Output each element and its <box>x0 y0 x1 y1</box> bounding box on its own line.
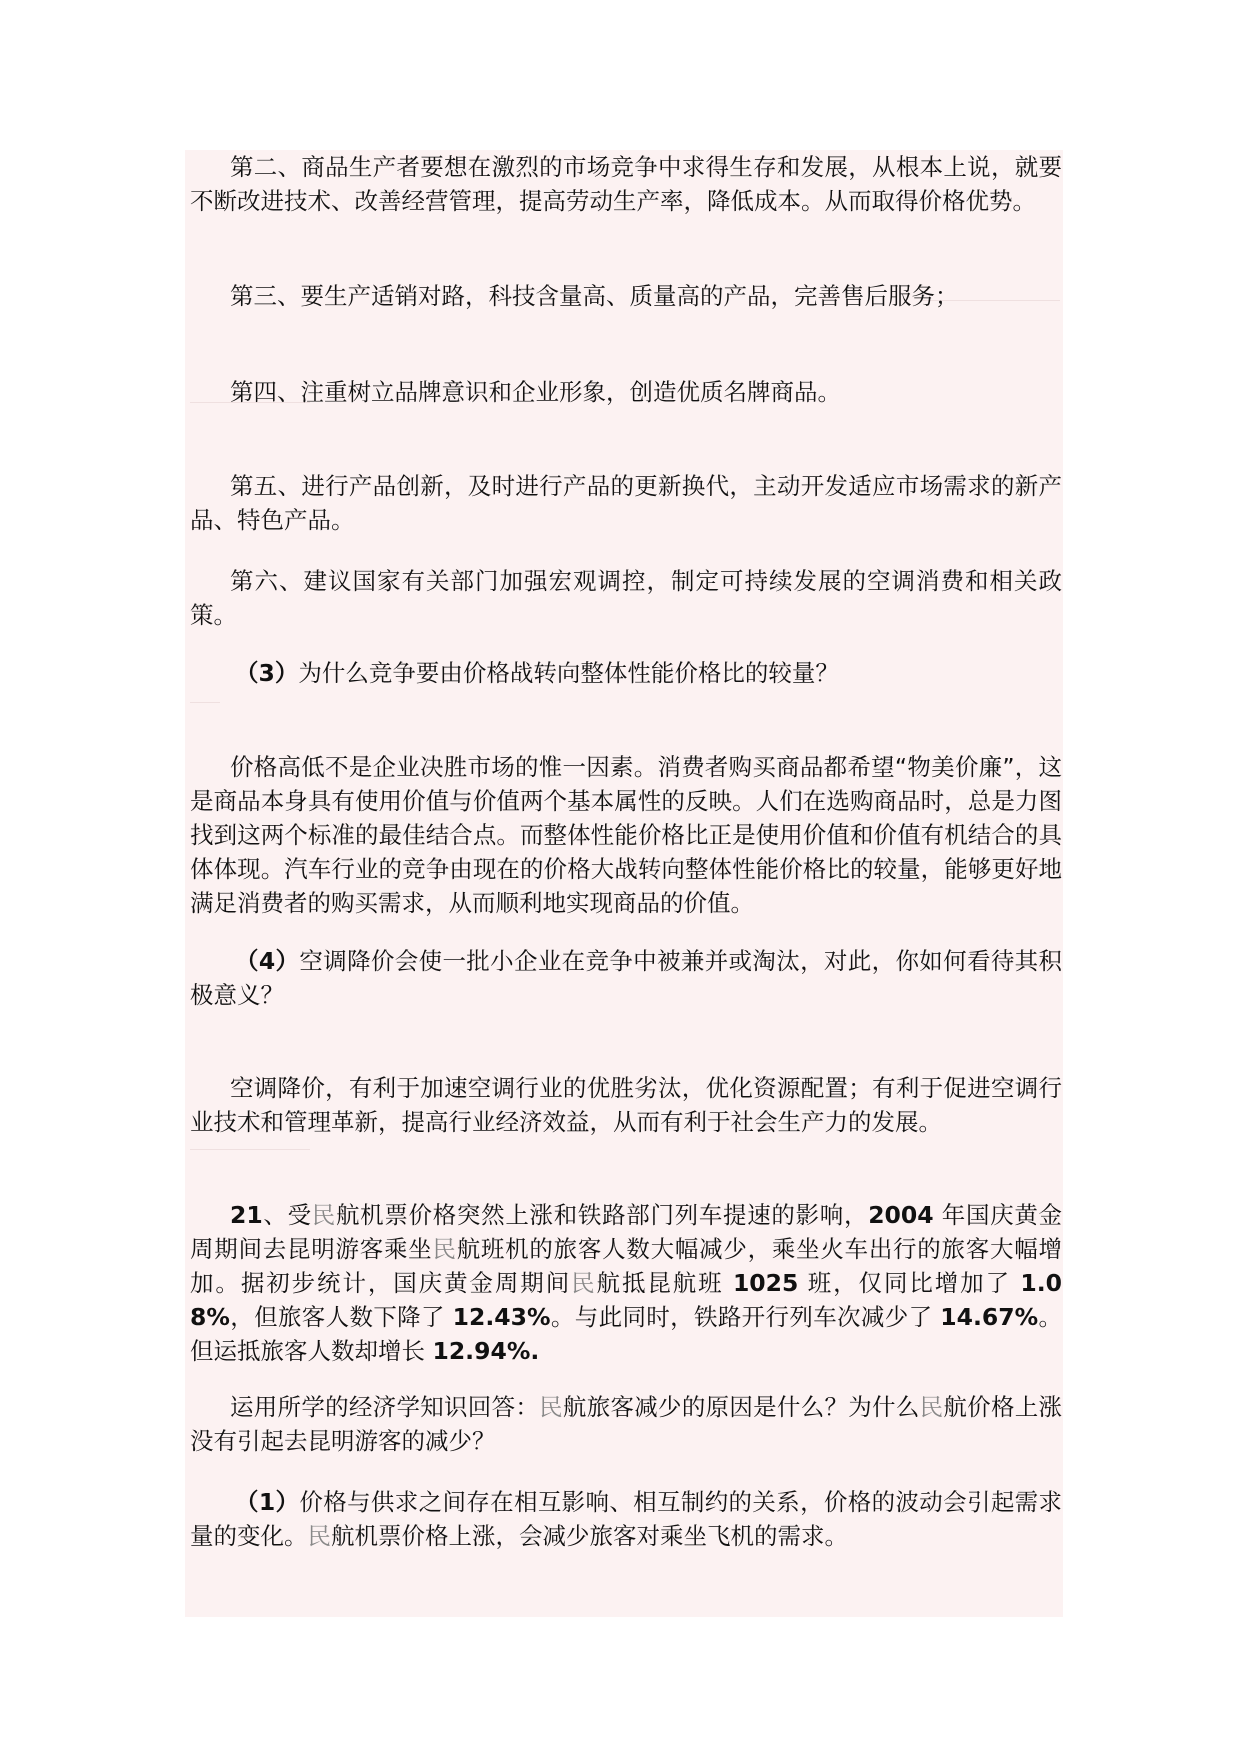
percent-value: 14.67% <box>940 1303 1039 1331</box>
text-span: 航机票价格上涨，会减少旅客对乘坐飞机的需求。 <box>331 1522 848 1550</box>
paragraph-fourth-point: 第四、注重树立品牌意识和企业形象，创造优质名牌商品。 <box>230 378 841 406</box>
divider-line <box>190 702 220 703</box>
text-span: ，但旅客人数下降了 <box>229 1303 453 1331</box>
question-21-number: 21 <box>230 1201 263 1229</box>
question-4 <box>190 944 1062 1012</box>
question-4-number: （4） <box>235 947 300 975</box>
text-span: 民 <box>311 1201 336 1229</box>
question-3-number: （3） <box>235 659 299 687</box>
percent-value: 12.94%. <box>432 1337 540 1365</box>
text-span: 年国庆黄金周期间去昆明游客乘坐 <box>190 1201 1063 1263</box>
percent-value: 12.43% <box>452 1303 551 1331</box>
paragraph-sixth-point: 第六、建议国家有关部门加强宏观调控，制定可持续发展的空调消费和相关政策。 <box>190 567 1062 629</box>
paragraph-fifth-point: 第五、进行产品创新，及时进行产品的更新换代，主动开发适应市场需求的新产品、特色产品。 <box>190 472 1062 534</box>
text-span: 班，仅同比增加了 <box>798 1269 1021 1297</box>
answer-4-paragraph: 空调降价，有利于加速空调行业的优胜劣汰，优化资源配置；有利于促进空调行业技术和管理革新，提高行业经济效益，从而有利于社会生产力的发展。 <box>190 1074 1062 1136</box>
text-span: 民 <box>571 1269 597 1297</box>
question-21-prompt <box>190 1390 1062 1458</box>
text-span: 民 <box>539 1393 563 1421</box>
text-span: 民 <box>307 1522 331 1550</box>
flight-count-value: 1025 <box>732 1269 799 1297</box>
text-span: 民 <box>919 1393 944 1421</box>
question-4-text: 空调降价会使一批小企业在竞争中被兼并或淘汰，对此，你如何看待其积极意义？ <box>190 947 1063 1009</box>
question-3-text: 为什么竞争要由价格战转向整体性能价格比的较量？ <box>298 659 839 687</box>
text-span: 航抵昆航班 <box>596 1269 733 1297</box>
text-span: 航旅客减少的原因是什么？为什么 <box>562 1393 920 1421</box>
question-3 <box>190 656 1062 690</box>
year-value: 2004 <box>868 1201 934 1229</box>
answer-21-paragraph <box>190 1485 1062 1553</box>
text-span: 运用所学的经济学知识回答： <box>230 1393 540 1421</box>
paragraph-second-point: 第二、商品生产者要想在激烈的市场竞争中求得生存和发展，从根本上说，就要不断改进技术、改善经营管理，提高劳动生产率，降低成本。从而取得价格优势。 <box>190 153 1062 215</box>
percent-value: 1.08% <box>190 1269 1063 1331</box>
text-span: 。与此同时，铁路开行列车次减少了 <box>550 1303 941 1331</box>
answer-3-paragraph: 价格高低不是企业决胜市场的惟一因素。消费者购买商品都希望“物美价廉”，这是商品本身具有使用价值与价值两个基本属性的反映。人们在选购商品时，总是力图找到这两个标准的最佳结合点。而整体性能价格比正是使用价值和价值有机结合的具体体现。汽车行业的竞争由现在的价格大战转向整体性能价格比的较量，能够更好地满足消费者的购买需求，从而顺利地实现商品的价值。 <box>190 753 1062 917</box>
paragraph-third-point: 第三、要生产适销对路，科技含量高、质量高的产品，完善售后服务； <box>230 282 959 310</box>
text-span: 航班机的旅客人数大幅减少，乘坐火车出行的旅客大幅增加。据初步统计，国庆黄金周期间 <box>190 1235 1063 1297</box>
text-span: 航价格上涨没有引起去昆明游客的减少？ <box>190 1393 1063 1455</box>
text-span: 价格与供求之间存在相互影响、相互制约的关系，价格的波动会引起需求量的变化。 <box>190 1488 1063 1550</box>
text-span: 。但运抵旅客人数却增长 <box>190 1303 1062 1365</box>
text-span: 、受 <box>262 1201 312 1229</box>
question-21-paragraph <box>190 1198 1062 1368</box>
answer-21-number: （1） <box>235 1488 300 1516</box>
text-span: 航机票价格突然上涨和铁路部门列车提速的影响， <box>335 1201 869 1229</box>
divider-line <box>190 1149 310 1150</box>
text-span: 民 <box>432 1235 457 1263</box>
